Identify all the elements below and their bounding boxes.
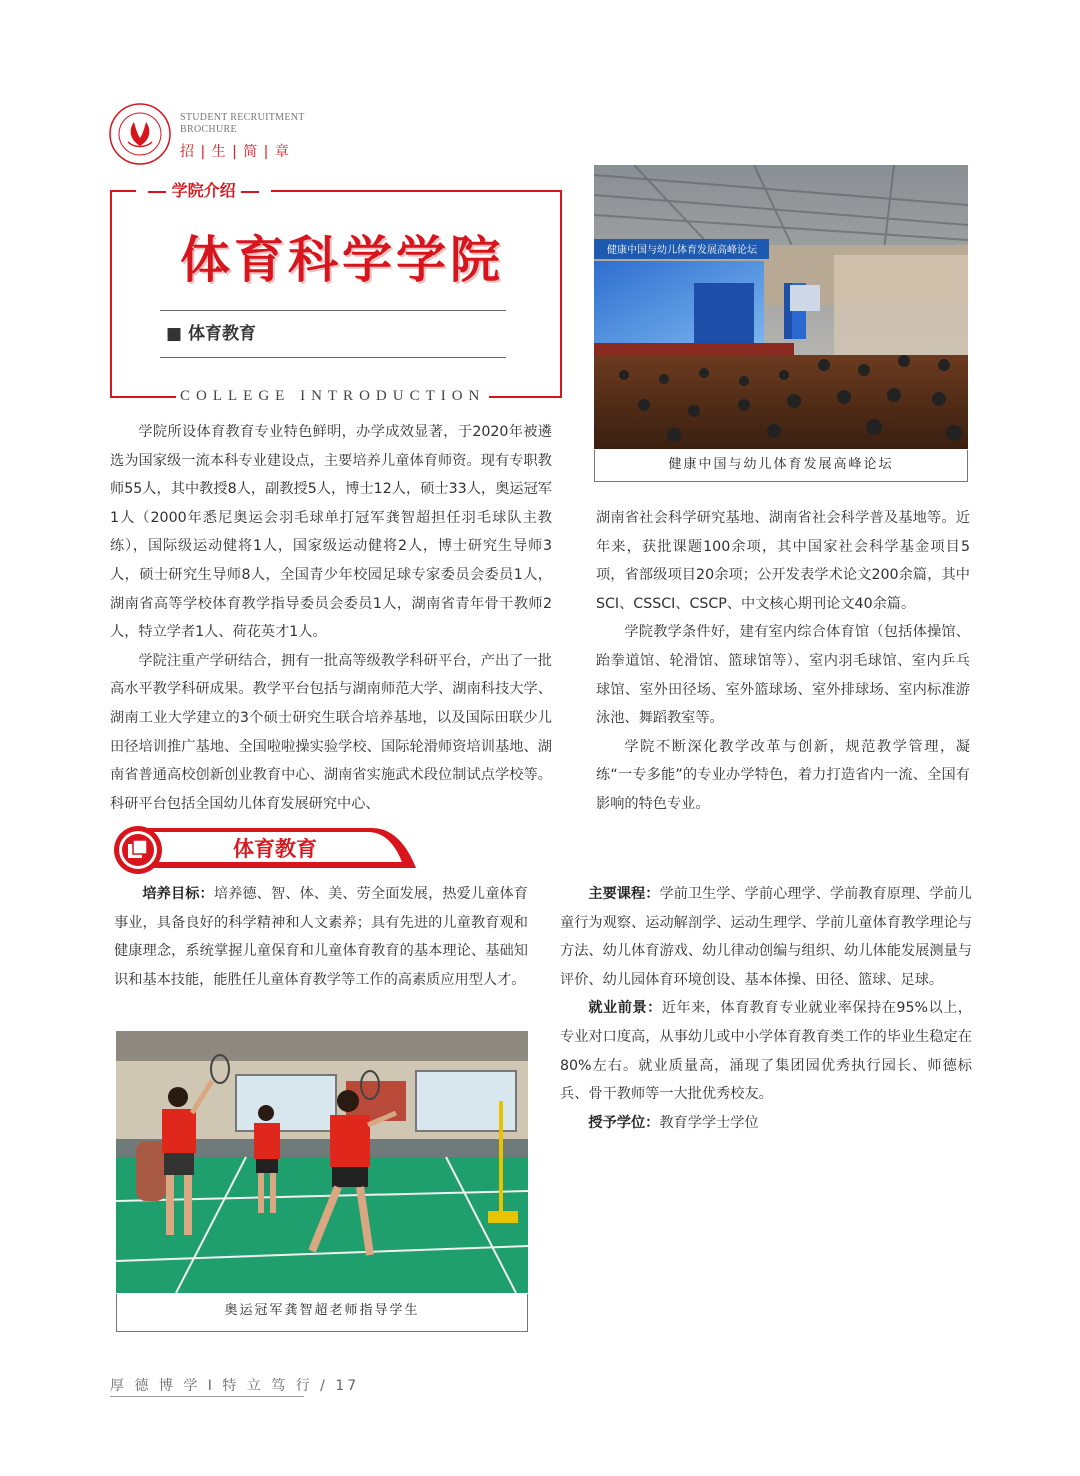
main-courses [560,880,972,994]
section-tag [136,180,271,202]
section-tag-label: 学院介绍 [171,181,236,200]
college-introduction-label: COLLEGE INTRODUCTION [176,386,489,406]
brand-english-line2: BROCHURE [180,124,237,135]
sub-title: ■ 体育教育 [166,324,256,344]
forum-photo-caption: 健康中国与幼儿体育发展高峰论坛 [594,450,968,482]
brand-chinese: 招 | 生 | 简 | 章 [180,144,290,160]
training-goal [114,880,528,994]
degree-awarded-label: 授予学位： [588,1114,660,1131]
training-goal-label: 培养目标： [142,886,214,902]
intro-paragraph-2-continued: 湖南省社会科学研究基地、湖南省社会科学普及基地等。近年来，获批课题100余项，其中国家社会科学基金项目5项，省部级项目20余项；公开发表学术论文200余篇，其中SCI、CSSCI、CSCP、中文核心期刊论文40余篇。 [596,510,970,612]
footer-motto-page-number: 厚 德 博 学 I 特 立 笃 行 / 17 [110,1378,360,1394]
major-left-column [114,880,528,994]
badminton-photo [116,1031,528,1293]
brand-english-line1: STUDENT RECRUITMENT [180,112,305,123]
main-courses-label: 主要课程： [588,886,660,902]
forum-photo [594,165,968,449]
tag-dash-right [241,191,259,193]
training-goal-text: 培养德、智、体、美、劳全面发展，热爱儿童体育事业，具备良好的科学精神和人文素养；具有先进的儿童教育观和健康理念，系统掌握儿童保育和儿童体育教育的基本理论、基础知识和基本技能，能胜任儿童体育教学等工作的高素质应用型人才。 [114,886,528,988]
career-prospects-label: 就业前景： [588,1000,662,1017]
intro-paragraph-4: 学院不断深化教学改革与创新，规范教学管理，凝练“一专多能”的专业办学特色，着力打造省内一流、全国有影响的特色专业。 [596,738,970,812]
degree-awarded [560,1109,972,1138]
degree-awarded-text: 教育学学士学位 [659,1114,759,1131]
page-title: 体育科学学院 [180,231,504,289]
intro-paragraph-1: 学院所设体育教育专业特色鲜明，办学成效显著，于2020年被遴选为国家级一流本科专业建设点，主要培养儿童体育师资。现有专职教师55人，其中教授8人，副教授5人，博士12人，硕士33人，奥运冠军1人（2000年悉尼奥运会羽毛球单打冠军龚智超担任羽毛球队主教练），国际级运动健将1人，国家级运动健将2人，博士研究生导师3人，硕士研究生导师8人，全国青少年校园足球专家委员会委员1人，湖南省高等学校体育教学指导委员会委员1人，湖南省青年骨干教师2人，特立学者1人、荷花英才1人。 [110,424,552,641]
svg-text:健康中国与幼儿体育发展高峰论坛: 健康中国与幼儿体育发展高峰论坛 [607,245,757,256]
footer-rule [110,1396,304,1397]
badminton-photo-caption: 奥运冠军龚智超老师指导学生 [116,1294,528,1332]
career-prospects-text: 近年来，体育教育专业就业率保持在95%以上，专业对口度高，从事幼儿或中小学体育教育类工作的毕业生稳定在80%左右。就业质量高，涌现了集团园优秀执行园长、师德标兵、骨干教师等一大批优秀校友。 [560,1000,972,1103]
title-rule-top [160,310,506,311]
title-frame [110,190,562,398]
title-rule-bottom [160,357,506,358]
main-courses-text: 学前卫生学、学前心理学、学前教育原理、学前儿童行为观察、运动解剖学、运动生理学、学前儿童体育教学理论与方法、幼儿体育游戏、幼儿律动创编与组织、幼儿体能发展测量与评价、幼儿园体育环境创设、基本体操、田径、篮球、足球。 [560,886,972,988]
major-banner-label: 体育教育 [233,837,317,861]
tag-dash-left [148,191,166,193]
intro-paragraph-3: 学院教学条件好，建有室内综合体育馆（包括体操馆、跆拳道馆、轮滑馆、篮球馆等）、室内羽毛球馆、室内乒乓球馆、室外田径场、室外篮球场、室外排球场、室内标准游泳池、舞蹈教室等。 [596,624,970,727]
major-right-column [560,880,972,1137]
career-prospects [560,994,972,1108]
intro-paragraph-2: 学院注重产学研结合，拥有一批高等级教学科研平台，产出了一批高水平教学科研成果。教学平台包括与湖南师范大学、湖南科技大学、湖南工业大学建立的3个硕士研究生联合培养基地，以及国际田联少儿田径培训推广基地、全国啦啦操实验学校、国际轮滑师资培训基地、湖南省普通高校创新创业教育中心、湖南省实施武术段位制试点学校等。科研平台包括全国幼儿体育发展研究中心、 [110,652,552,812]
intro-left-column [110,418,552,818]
intro-right-column [596,504,970,819]
school-logo [108,102,172,166]
